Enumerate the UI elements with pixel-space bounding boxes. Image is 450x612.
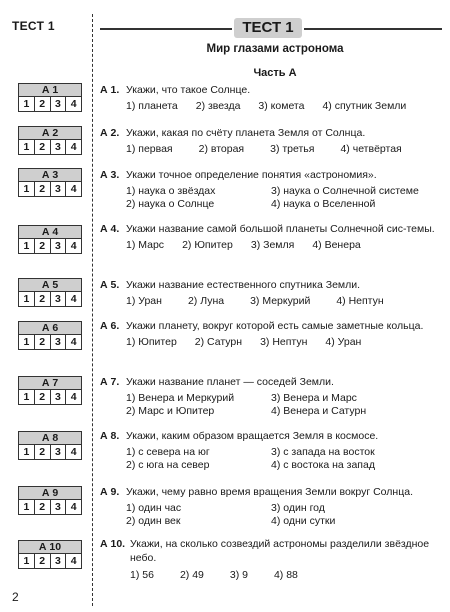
question-text: Укажи название самой большой планеты Солнечной сис-темы. xyxy=(126,223,435,235)
question-a3 xyxy=(100,169,440,212)
answer-cell[interactable]: 4 xyxy=(70,446,77,458)
answer-card-label: А 4 xyxy=(19,226,81,239)
test-banner: ТЕСТ 1 xyxy=(234,18,302,38)
answer-option: 2) 49 xyxy=(179,569,204,581)
question-number: А 5. xyxy=(100,279,120,291)
answer-cell[interactable]: 2 xyxy=(35,390,51,404)
question-a9 xyxy=(100,486,440,529)
answer-cell[interactable]: 4 xyxy=(70,141,77,153)
answer-cell[interactable]: 4 xyxy=(70,501,77,513)
answer-option: 3) наука о Солнечной системе xyxy=(271,184,419,197)
answer-cell[interactable]: 1 xyxy=(19,445,35,459)
answer-option: 1) с севера на юг xyxy=(126,445,210,458)
question-number: А 2. xyxy=(100,127,120,139)
answer-option: 2) с юга на север xyxy=(126,459,210,471)
answer-cell[interactable]: 4 xyxy=(70,98,77,110)
answer-card-label: А 7 xyxy=(19,377,81,390)
question-a5 xyxy=(100,279,440,308)
answer-cell[interactable]: 3 xyxy=(51,335,67,349)
answer-option: 1) Уран xyxy=(126,294,162,307)
question-a6 xyxy=(100,320,440,349)
question-text: Укажи название естественного спутника Земли. xyxy=(126,279,361,291)
answer-card xyxy=(18,376,82,405)
answer-cell[interactable]: 4 xyxy=(70,240,77,252)
answer-option: 1) планета xyxy=(126,99,178,112)
question-a1 xyxy=(100,84,440,113)
answer-option: 3) Земля xyxy=(250,238,295,251)
answer-card xyxy=(18,321,82,350)
answer-card-label: А 3 xyxy=(19,169,81,182)
answer-option: 3) третья xyxy=(270,142,315,155)
answer-option: 4) Уран xyxy=(325,335,362,348)
answer-card xyxy=(18,126,82,155)
question-number: А 4. xyxy=(100,223,120,235)
answer-cell[interactable]: 3 xyxy=(51,390,67,404)
answer-option: 2) звезда xyxy=(195,99,241,112)
answer-card-label: А 1 xyxy=(19,84,81,97)
question-number: А 9. xyxy=(100,486,120,498)
question-number: А 10. xyxy=(100,538,126,550)
answer-option: 3) Меркурий xyxy=(250,294,311,307)
answer-option: 1) Венера и Меркурий xyxy=(126,391,235,404)
answer-cell[interactable]: 2 xyxy=(35,335,51,349)
answer-option: 3) Венера и Марс xyxy=(271,391,357,404)
answer-cell[interactable]: 2 xyxy=(35,182,51,196)
answer-cell[interactable]: 4 xyxy=(70,183,77,195)
answer-option: 1) Марс xyxy=(126,238,165,251)
question-text: Укажи планету, вокруг которой есть самые заметные кольца. xyxy=(126,320,424,332)
question-text: Укажи, каким образом вращается Земля в космосе. xyxy=(126,430,379,442)
answer-option: 4) 88 xyxy=(273,569,298,581)
answer-option: 4) спутник Земли xyxy=(322,99,407,112)
dashed-divider xyxy=(92,14,93,606)
question-a4 xyxy=(100,223,440,252)
answer-option: 3) один год xyxy=(271,501,325,514)
answer-cell[interactable]: 2 xyxy=(35,292,51,306)
answer-cell[interactable]: 1 xyxy=(19,97,35,111)
answer-card xyxy=(18,540,82,569)
question-a7 xyxy=(100,376,440,419)
answer-cell[interactable]: 1 xyxy=(19,140,35,154)
answer-cell[interactable]: 1 xyxy=(19,500,35,514)
answer-option: 1) один час xyxy=(126,501,182,514)
question-a8 xyxy=(100,430,440,473)
answer-option: 1) первая xyxy=(126,142,173,155)
answer-cell[interactable]: 3 xyxy=(51,140,67,154)
question-text: Укажи, чему равно время вращения Земли вокруг Солнца. xyxy=(126,486,413,498)
answer-option: 1) наука о звёздах xyxy=(126,184,216,197)
header-rule-left xyxy=(100,28,232,30)
answer-cell[interactable]: 1 xyxy=(19,239,35,253)
answer-option: 3) Нептун xyxy=(260,335,308,348)
question-text: Укажи точное определение понятия «астрономия». xyxy=(126,169,377,181)
question-text: Укажи название планет — соседей Земли. xyxy=(126,376,334,388)
answer-option: 2) Сатурн xyxy=(194,335,243,348)
answer-cell[interactable]: 2 xyxy=(35,445,51,459)
answer-cell[interactable]: 1 xyxy=(19,335,35,349)
answer-cell[interactable]: 3 xyxy=(51,292,67,306)
answer-card-label: А 2 xyxy=(19,127,81,140)
answer-card-label: А 9 xyxy=(19,487,81,500)
answer-option: 2) Юпитер xyxy=(182,238,233,251)
answer-cell[interactable]: 1 xyxy=(19,182,35,196)
corner-test-label: ТЕСТ 1 xyxy=(12,19,55,33)
answer-card-label: А 10 xyxy=(19,541,81,554)
answer-cell[interactable]: 3 xyxy=(51,554,67,568)
answer-card-label: А 6 xyxy=(19,322,81,335)
question-number: А 3. xyxy=(100,169,120,181)
answer-cell[interactable]: 2 xyxy=(35,554,51,568)
answer-option: 4) Венера xyxy=(312,238,361,251)
question-a2 xyxy=(100,127,440,156)
answer-option: 2) вторая xyxy=(198,142,245,155)
answer-option: 3) 9 xyxy=(229,569,248,581)
answer-option: 4) с востока на запад xyxy=(271,459,375,471)
answer-cell[interactable]: 2 xyxy=(35,500,51,514)
answer-cell[interactable]: 4 xyxy=(70,293,77,305)
page-title: Мир глазами астронома xyxy=(206,43,344,55)
answer-cell[interactable]: 4 xyxy=(70,391,77,403)
question-text: Укажи, какая по счёту планета Земля от Солнца. xyxy=(126,127,366,139)
answer-cell[interactable]: 3 xyxy=(51,182,67,196)
answer-card xyxy=(18,431,82,460)
question-text: Укажи, на сколько созвездий астрономы разделили звёздное небо. xyxy=(130,538,430,564)
answer-cell[interactable]: 2 xyxy=(35,97,51,111)
question-a10 xyxy=(100,538,440,583)
answer-cell[interactable]: 3 xyxy=(51,97,67,111)
answer-option: 3) с запада на восток xyxy=(271,445,375,458)
answer-option: 4) одни сутки xyxy=(271,515,336,527)
question-number: А 6. xyxy=(100,320,120,332)
question-number: А 8. xyxy=(100,430,120,442)
answer-cell[interactable]: 2 xyxy=(35,140,51,154)
answer-card-label: А 8 xyxy=(19,432,81,445)
answer-option: 1) 56 xyxy=(130,569,154,581)
answer-option: 1) Юпитер xyxy=(126,335,177,348)
answer-cell[interactable]: 1 xyxy=(19,292,35,306)
answer-option: 4) Венера и Сатурн xyxy=(271,405,367,417)
answer-card xyxy=(18,168,82,197)
header-rule-right xyxy=(304,28,442,30)
answer-cell[interactable]: 3 xyxy=(51,445,67,459)
answer-card xyxy=(18,278,82,307)
answer-cell[interactable]: 4 xyxy=(70,555,77,567)
answer-option: 2) наука о Солнце xyxy=(126,198,215,210)
answer-card xyxy=(18,486,82,515)
answer-option: 2) Марс и Юпитер xyxy=(126,405,215,417)
answer-cell[interactable]: 3 xyxy=(51,500,67,514)
answer-option: 4) четвёртая xyxy=(340,142,402,155)
question-text: Укажи, что такое Солнце. xyxy=(126,84,251,96)
answer-option: 2) один век xyxy=(126,515,181,527)
answer-cell[interactable]: 3 xyxy=(51,239,67,253)
answer-card xyxy=(18,225,82,254)
answer-card-label: А 5 xyxy=(19,279,81,292)
answer-option: 3) комета xyxy=(258,99,305,112)
answer-cell[interactable]: 1 xyxy=(19,390,35,404)
answer-cell[interactable]: 2 xyxy=(35,239,51,253)
answer-cell[interactable]: 1 xyxy=(19,554,35,568)
part-title: Часть А xyxy=(253,67,297,79)
answer-option: 4) Нептун xyxy=(336,294,384,307)
answer-option: 4) наука о Вселенной xyxy=(271,198,376,210)
answer-card xyxy=(18,83,82,112)
question-number: А 7. xyxy=(100,376,120,388)
answer-cell[interactable]: 4 xyxy=(70,336,77,348)
answer-option: 2) Луна xyxy=(187,294,225,307)
question-number: А 1. xyxy=(100,84,120,96)
page-number: 2 xyxy=(12,590,19,604)
